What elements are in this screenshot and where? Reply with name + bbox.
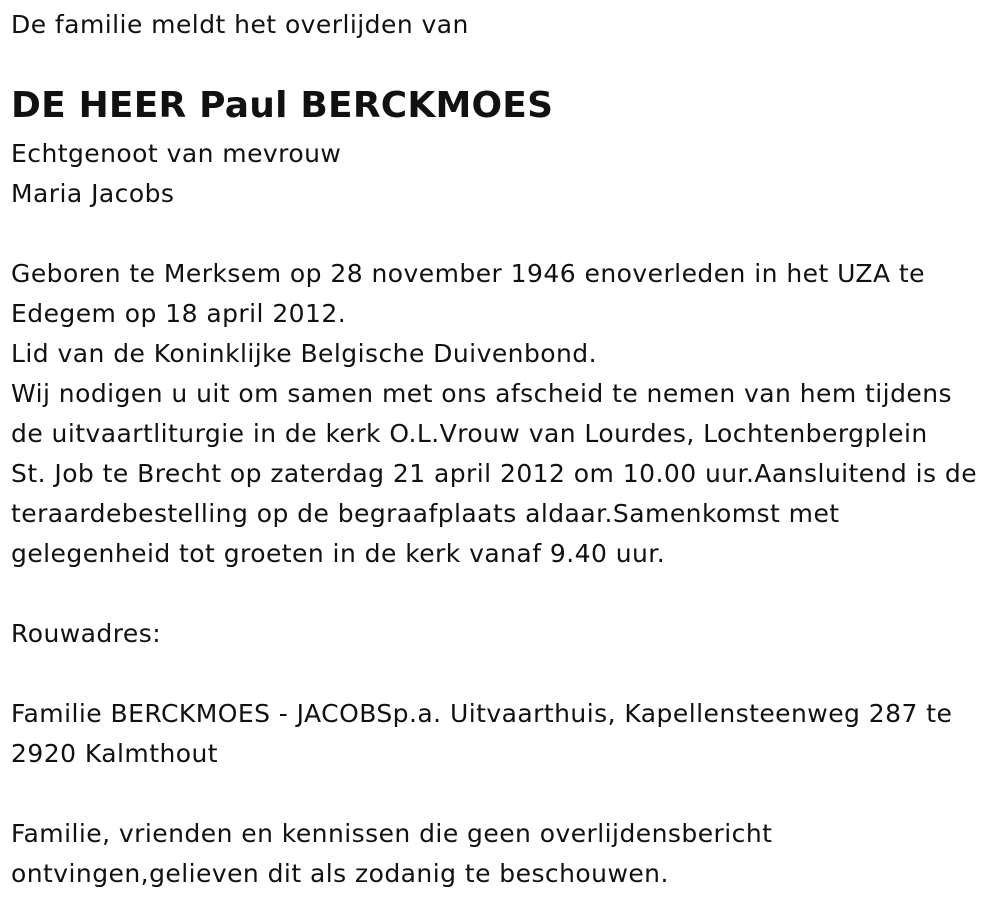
life-line: Edegem op 18 april 2012. <box>11 299 347 328</box>
intro-text: De familie meldt het overlijden van <box>11 10 469 39</box>
spouse-block <box>11 134 341 214</box>
life-details-block <box>11 254 977 574</box>
mourning-address-line-2: 2920 Kalmthout <box>11 739 219 768</box>
mourning-address-line-1: Familie BERCKMOES - JACOBSp.a. Uitvaarthuis, Kapellensteenweg 287 te <box>11 699 953 728</box>
spouse-line-1: Echtgenoot van mevrouw <box>11 139 342 168</box>
life-line: Lid van de Koninklijke Belgische Duivenbond. <box>11 339 598 368</box>
mourning-address-block <box>11 694 952 774</box>
life-line: St. Job te Brecht op zaterdag 21 april 2012 om 10.00 uur.Aansluitend is de <box>11 459 978 488</box>
spouse-line-2: Maria Jacobs <box>11 179 175 208</box>
life-line: Wij nodigen u uit om samen met ons afscheid te nemen van hem tijdens <box>11 379 953 408</box>
closing-line-2: ontvingen,gelieven dit als zodanig te beschouwen. <box>11 859 669 888</box>
closing-note-block <box>11 814 772 894</box>
life-line: teraardebestelling op de begraafplaats aldaar.Samenkomst met <box>11 499 840 528</box>
mourning-address-label: Rouwadres: <box>11 619 162 648</box>
life-line: Geboren te Merksem op 28 november 1946 enoverleden in het UZA te <box>11 259 926 288</box>
life-line: de uitvaartliturgie in de kerk O.L.Vrouw van Lourdes, Lochtenbergplein <box>11 419 928 448</box>
deceased-name: DE HEER Paul BERCKMOES <box>11 85 554 126</box>
life-line: gelegenheid tot groeten in de kerk vanaf 9.40 uur. <box>11 539 666 568</box>
closing-line-1: Familie, vrienden en kennissen die geen overlijdensbericht <box>11 819 773 848</box>
